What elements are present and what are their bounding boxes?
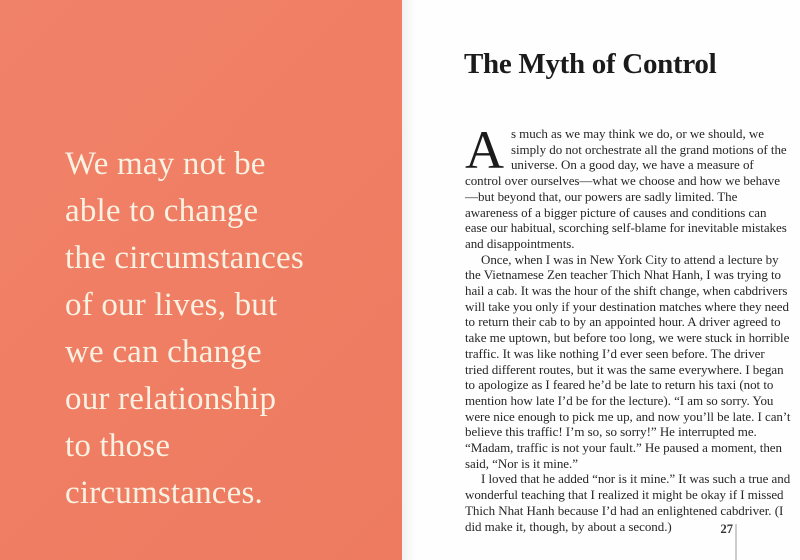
quote-line: the circumstances (65, 240, 304, 276)
quote-line: our relationship (65, 381, 277, 417)
gutter-shadow (402, 0, 416, 560)
page-edge-line (735, 524, 737, 560)
drop-cap: A (465, 120, 504, 180)
quote-line: we can change (65, 334, 262, 370)
quote-line: of our lives, but (65, 287, 278, 323)
pull-quote (65, 141, 304, 517)
chapter-title: The Myth of Control (464, 48, 717, 80)
page-number: 27 (720, 522, 733, 536)
paragraph-first (465, 120, 791, 252)
paragraph-text: s much as we may think we do, or we should, we simply do not orchestrate all the grand motions of the universe. On a good day, we have a measure of control over ourselves—what we choose and how we behave—but beyond that, our powers are sadly limited. The awareness of a bigger picture of causes and conditions can ease our habitual, scorching self-blame for inevitable mistakes and disappointments. (465, 126, 787, 251)
quote-line: able to change (65, 193, 259, 229)
paragraph: Once, when I was in New York City to attend a lecture by the Vietnamese Zen teacher Thich Nhat Hanh, I was trying to hail a cab. It was the hour of the shift change, when cabdrivers will take you only if your destination matches where they need to return their cab to by an appointed hour. A driver agreed to take me uptown, but before too long, we were stuck in horrible traffic. It was like nothing I’d ever seen before. The driver tried different routes, but it was the same everywhere. I began to apologize as I feared he’d be late to return his taxi (not to mention how late I’d be for the lecture). “I am so sorry. You were nice enough to pick me up, and now you’ll be late. I can’t believe this traffic! I’m so, so sorry!” He interrupted me. “Madam, traffic is not your fault.” He paused a moment, then said, “Nor is it mine.” (465, 251, 791, 471)
quote-line: to those (65, 428, 171, 464)
paragraph: I loved that he added “nor is it mine.” It was such a true and wonderful teaching that I realized it might be okay if I missed Thich Nhat Hanh because I’d had an enlightened cabdriver. (I did make it, though, by about a second.) (465, 471, 791, 534)
quote-line: circumstances. (65, 475, 263, 511)
right-page (402, 0, 800, 560)
quote-line: We may not be (65, 146, 266, 182)
chapter-body (465, 120, 791, 534)
